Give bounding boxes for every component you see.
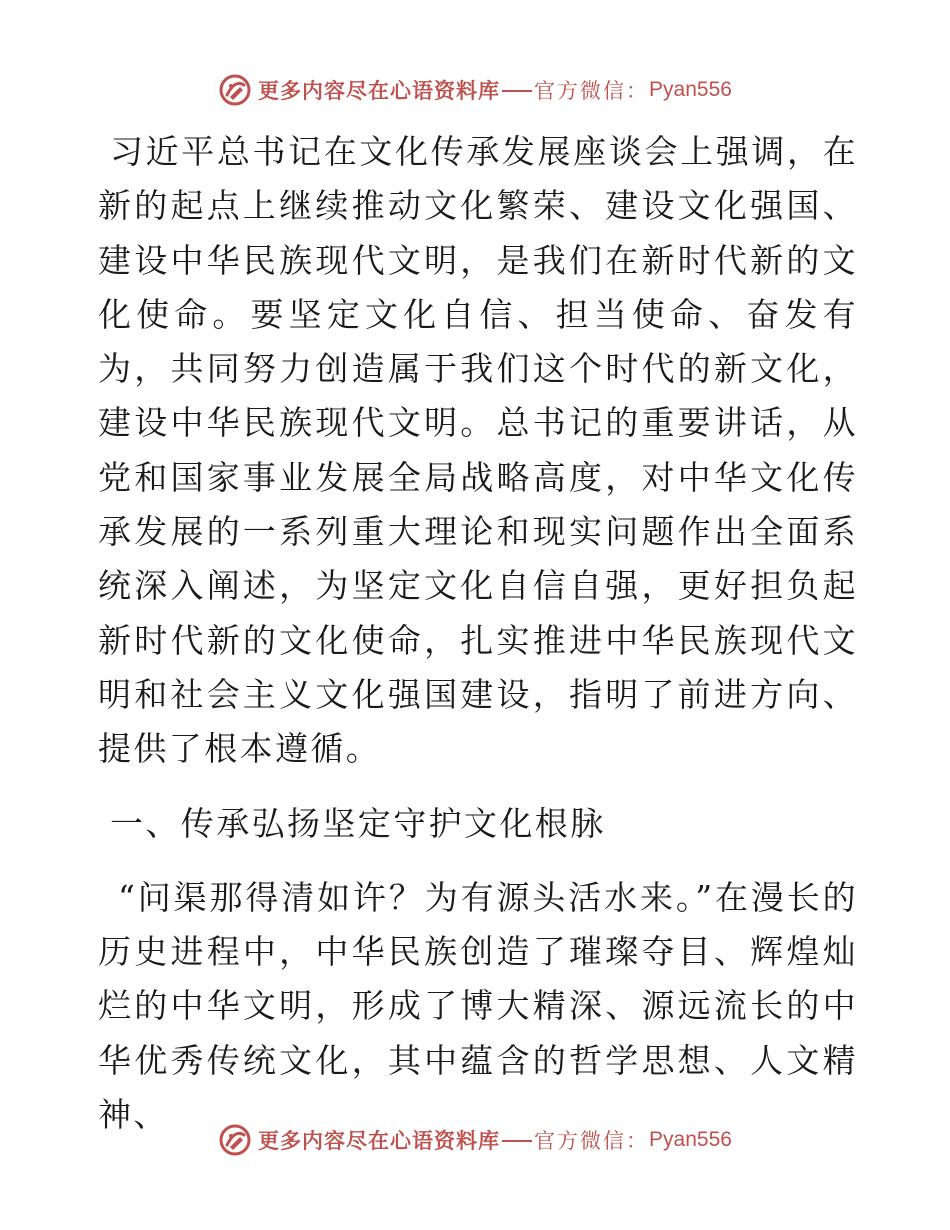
brand-logo-icon xyxy=(218,1123,252,1157)
section-heading-1: 一、传承弘扬坚定守护文化根脉 xyxy=(110,803,606,843)
brand-text: 更多内容尽在心语资料库 xyxy=(258,78,501,103)
wechat-label: 官方微信： xyxy=(534,79,650,103)
banner-dash xyxy=(502,90,532,92)
banner-dash xyxy=(502,1140,532,1142)
wechat-id: Pyan556 xyxy=(649,1128,732,1151)
paragraph-2: “问渠那得清如许？为有源头活水来。”在漫长的历史进程中，中华民族创造了璀璨夺目、辉煌灿烂的中华文明，形成了博大精深、源远流长的中华优秀传统文化，其中蕴含的哲学思想、人文精神、 xyxy=(98,877,858,1135)
brand-logo-icon xyxy=(218,73,252,107)
wechat-id: Pyan556 xyxy=(649,78,732,101)
paragraph-1: 习近平总书记在文化传承发展座谈会上强调，在新的起点上继续推动文化繁荣、建设文化强国、建设中华民族现代文明，是我们在新时代新的文化使命。要坚定文化自信、担当使命、奋发有为，共同努力创造属于我们这个时代的新文化，建设中华民族现代文明。总书记的重要讲话，从党和国家事业发展全局战略高度，对中华文化传承发展的一系列重大理论和现实问题作出全面系统深入阐述，为坚定文化自信自强，更好担负起新时代新的文化使命，扎实推进中华民族现代文明和社会主义文化强国建设，指明了前进方向、提供了根本遵循。 xyxy=(98,132,858,769)
wechat-label: 官方微信： xyxy=(534,1129,650,1153)
document-body xyxy=(98,125,858,1142)
footer-watermark-banner xyxy=(0,1120,950,1160)
brand-text: 更多内容尽在心语资料库 xyxy=(258,1128,501,1153)
header-watermark-banner xyxy=(0,70,950,110)
